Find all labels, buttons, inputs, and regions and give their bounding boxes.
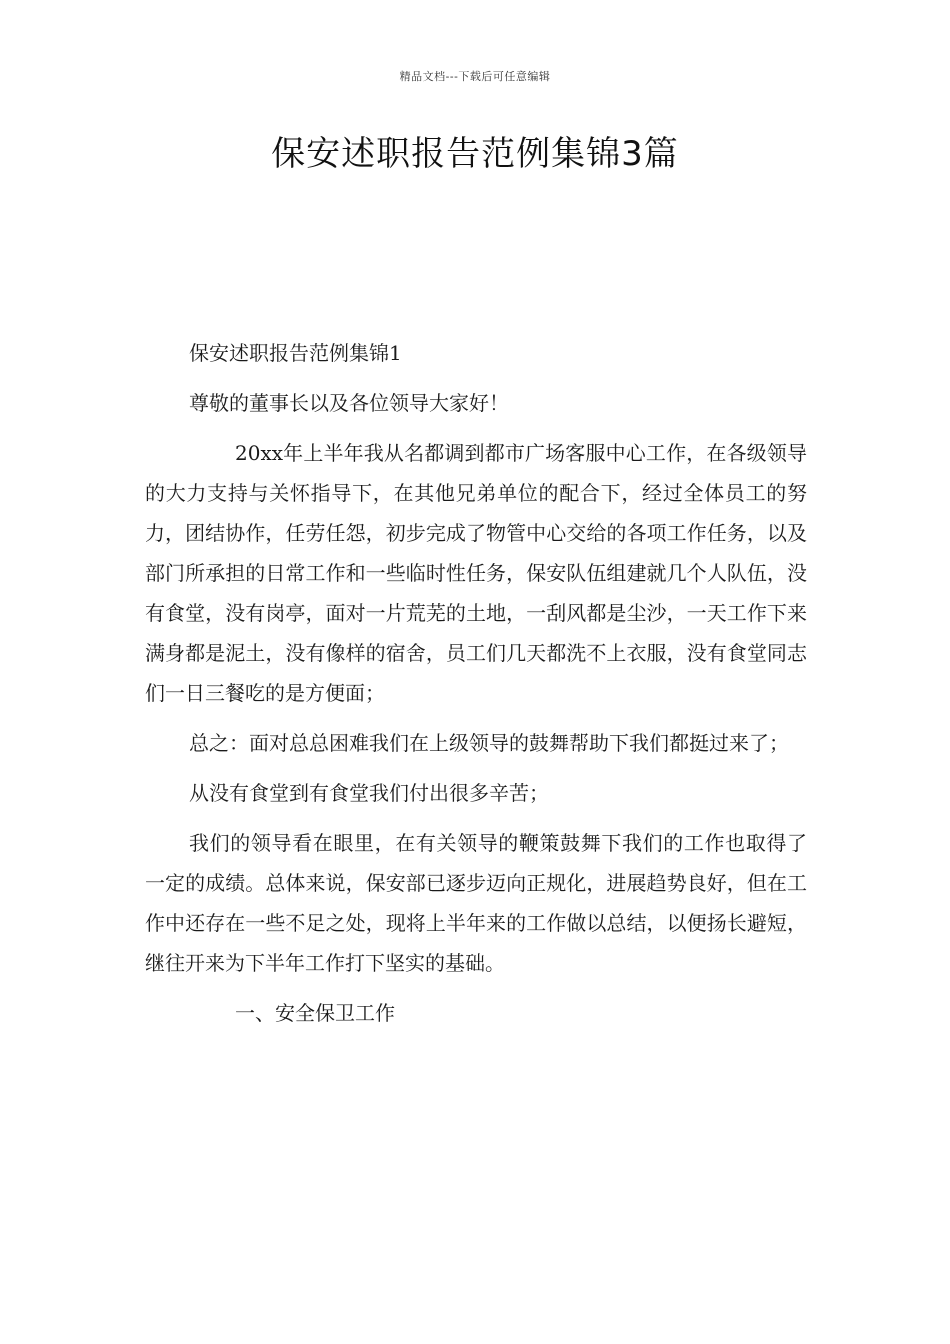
subsection-heading: 一、安全保卫工作	[235, 1001, 395, 1025]
document-body	[145, 333, 807, 1043]
page-header-note: 精品文档---下载后可任意编辑	[399, 70, 551, 83]
section-heading: 保安述职报告范例集锦1	[189, 341, 402, 365]
document-title: 保安述职报告范例集锦3篇	[271, 134, 679, 174]
body-paragraph: 20xx年上半年我从名都调到都市广场客服中心工作，在各级领导的大力支持与关怀指导下，在其他兄弟单位的配合下，经过全体员工的努力，团结协作，任劳任怨，初步完成了物管中心交给的各项工作任务，以及部门所承担的日常工作和一些临时性任务，保安队伍组建就几个人队伍，没有食堂，没有岗亭，面对一片荒芜的土地，一刮风都是尘沙，一天工作下来满身都是泥土，没有像样的宿舍，员工们几天都洗不上衣服，没有食堂同志们一日三餐吃的是方便面；	[145, 441, 807, 705]
body-paragraph: 我们的领导看在眼里，在有关领导的鞭策鼓舞下我们的工作也取得了一定的成绩。总体来说，保安部已逐步迈向正规化，进展趋势良好，但在工作中还存在一些不足之处，现将上半年来的工作做以总结，以便扬长避短，继往开来为下半年工作打下坚实的基础。	[145, 831, 807, 975]
body-paragraph: 从没有食堂到有食堂我们付出很多辛苦；	[189, 781, 549, 805]
body-paragraph: 总之：面对总总困难我们在上级领导的鼓舞帮助下我们都挺过来了；	[189, 731, 789, 755]
salutation: 尊敬的董事长以及各位领导大家好！	[189, 391, 509, 415]
